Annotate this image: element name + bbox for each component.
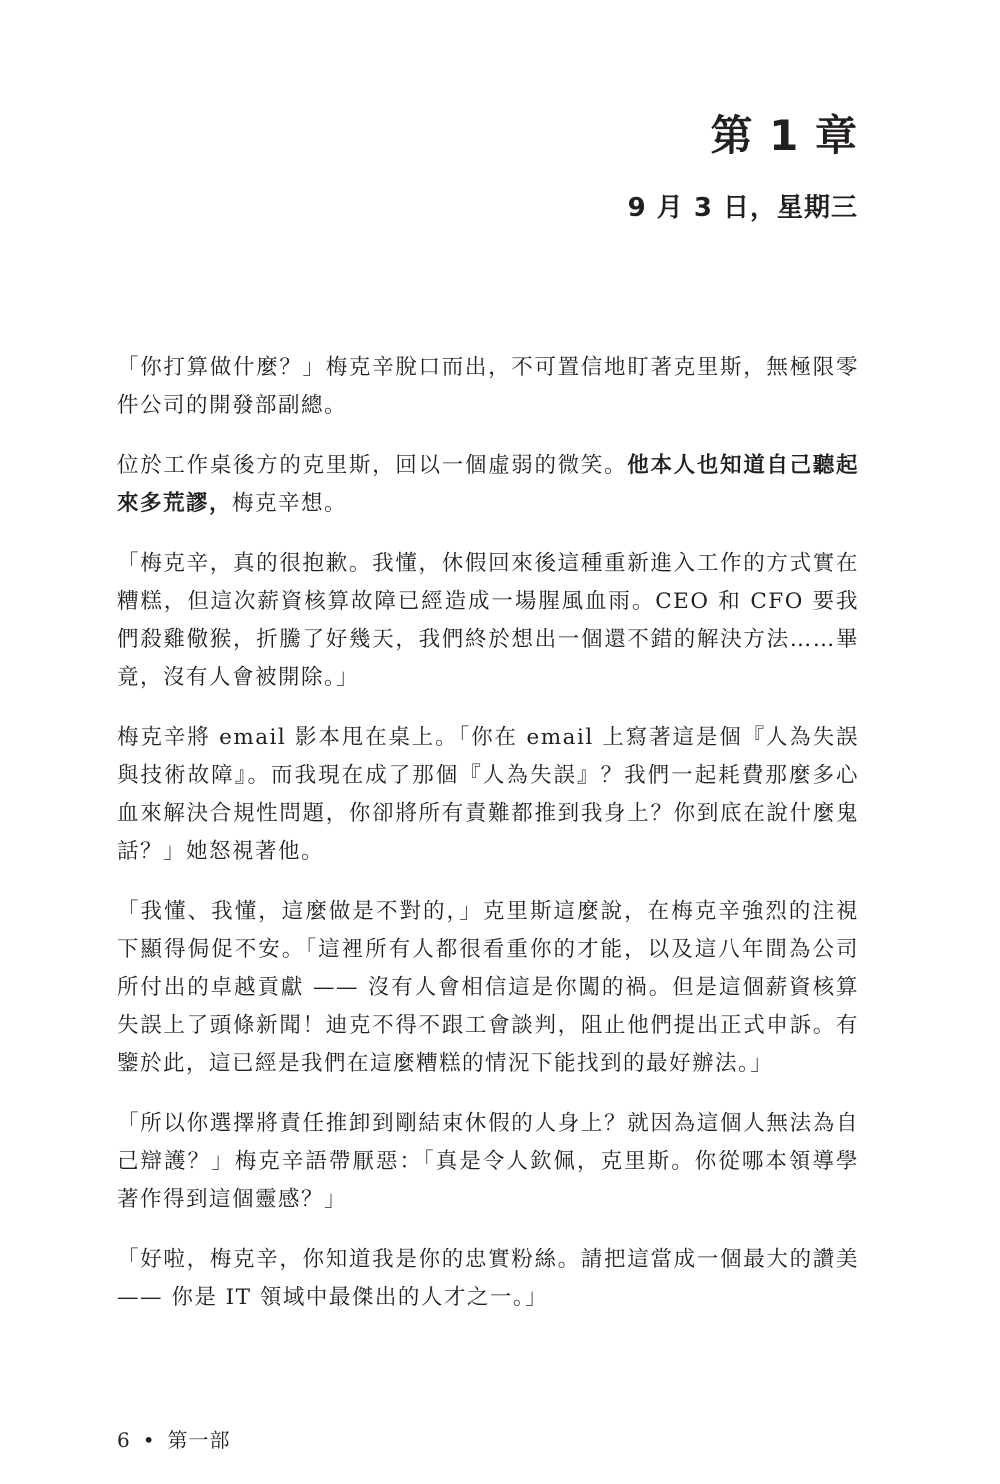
paragraph: 「我懂、我懂，這麼做是不對的，」克里斯這麼說，在梅克辛強烈的注視下顯得侷促不安。「這裡所有人都很看重你的才能，以及這八年間為公司所付出的卓越貢獻 —— 沒有人會相信這是你闖的禍。但是這個薪資核算失誤上了頭條新聞！迪克不得不跟工會談判，阻止他們提出正式申訴。有鑒於此，這已經是我們在這麼糟糕的情況下能找到的最好辦法。」	[117, 899, 859, 1076]
page-number: 6	[117, 1428, 131, 1452]
footer-separator: •	[142, 1428, 156, 1452]
paragraph-text: 梅克辛想。	[232, 491, 348, 516]
paragraph-text: 位於工作桌後方的克里斯，回以一個虛弱的微笑。	[117, 453, 628, 478]
paragraph: 「所以你選擇將責任推卸到剛結束休假的人身上？就因為這個人無法為自己辯護？」梅克辛語帶厭惡：「真是令人欽佩，克里斯。你從哪本領導學著作得到這個靈感？」	[117, 1111, 859, 1212]
inner-thought-text: 他本人也知道自己聽起來多荒謬，	[117, 453, 859, 516]
paragraph: 「好啦，梅克辛，你知道我是你的忠實粉絲。請把這當成一個最大的讚美 —— 你是 IT 領域中最傑出的人才之一。」	[117, 1247, 859, 1310]
chapter-date: 9 月 3 日，星期三	[627, 193, 858, 223]
paragraph: 「你打算做什麼？」梅克辛脫口而出，不可置信地盯著克里斯，無極限零件公司的開發部副總。	[117, 355, 859, 418]
paragraph	[117, 447, 859, 523]
paragraph: 梅克辛將 email 影本甩在桌上。「你在 email 上寫著這是個『人為失誤與技術故障』。而我現在成了那個『人為失誤』？我們一起耗費那麼多心血來解決合規性問題，你卻將所有責難都推到我身上？你到底在說什麼鬼話？」她怒視著他。	[117, 725, 859, 864]
page-footer	[117, 1426, 231, 1454]
chapter-title: 第 1 章	[710, 111, 858, 160]
body-text	[117, 349, 859, 1339]
paragraph: 「梅克辛，真的很抱歉。我懂，休假回來後這種重新進入工作的方式實在糟糕，但這次薪資核算故障已經造成一場腥風血雨。CEO 和 CFO 要我們殺雞儆猴，折騰了好幾天，我們終於想出一個還不錯的解決方法……畢竟，沒有人會被開除。」	[117, 551, 859, 690]
part-label: 第一部	[167, 1428, 231, 1452]
